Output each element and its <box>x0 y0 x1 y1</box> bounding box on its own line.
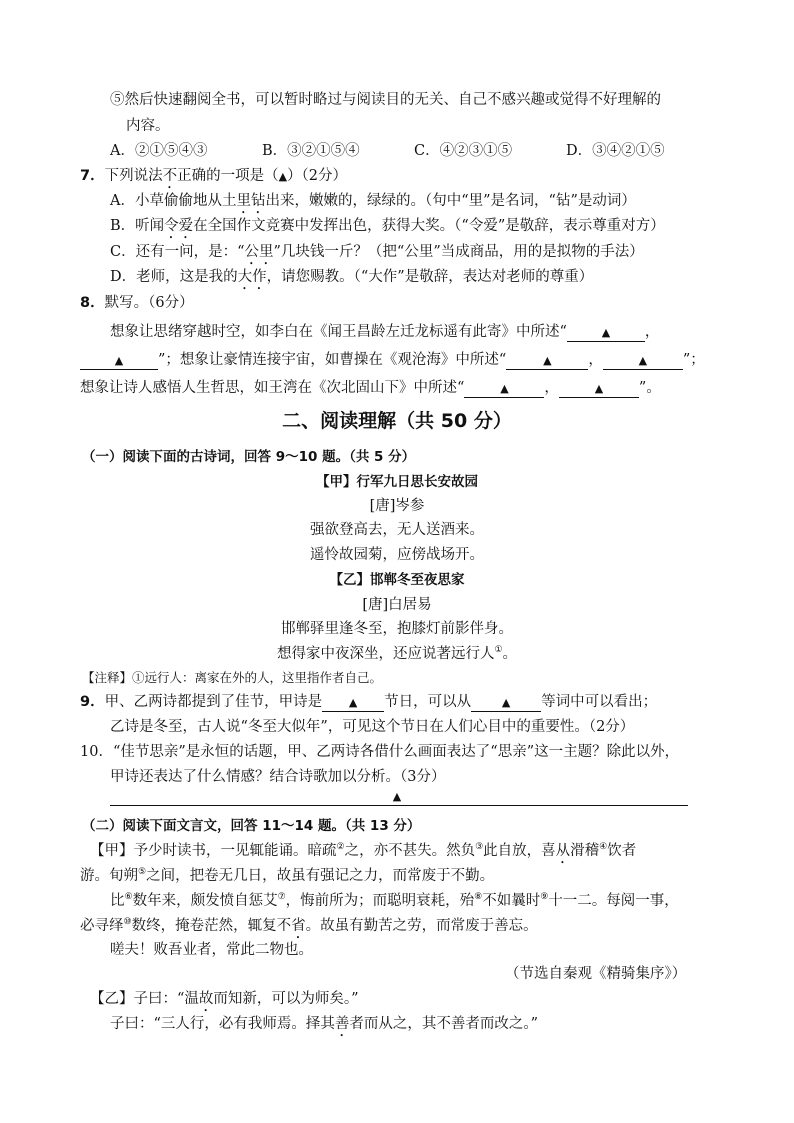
q7-option-a: A．小草偷偷地从土里钻出来，嫩嫩的，绿绿的。（句中“里”是名词，“钻”是动词） <box>110 193 636 209</box>
answer-mark: ▲ <box>392 790 402 803</box>
q10-number: 10． <box>80 744 113 760</box>
q8-line3: 想象让诗人感悟人生哲思，如王湾在《次北固山下》中所述“ ▲ ， ▲ ”。 <box>80 380 661 396</box>
fill-blank[interactable]: ▲ <box>506 353 588 370</box>
q9-line1: 9．甲、乙两诗都提到了佳节，甲诗是 ▲ 节日，可以从 ▲ 等词中可以看出； <box>80 694 658 710</box>
q8-line1: 想象让思绪穿越时空，如李白在《闻王昌龄左迁龙标遥有此寄》中所述“ ▲ ， <box>110 324 660 340</box>
q6-option-c: C．④②③①⑤ <box>414 143 513 159</box>
q9-number: 9． <box>80 694 105 710</box>
q7-option-b: B．听闻令爱在全国作文竞赛中发挥出色，获得大奖。（“令爱”是敬辞，表示尊重对方） <box>110 218 665 234</box>
q6-option-a: A．②①⑤④③ <box>110 143 208 159</box>
q7-option-d: D．老师，这是我的大作，请您赐教。（“大作”是敬辞，表达对老师的尊重） <box>110 269 594 285</box>
poem-b-title: 【乙】邯郸冬至夜思家 <box>329 572 465 588</box>
fill-blank[interactable]: ▲ <box>567 325 645 342</box>
q6-item5: ⑤然后快速翻阅全书，可以暂时略过与阅读目的无关、自己不感兴趣或觉得不好理解的 <box>110 92 661 108</box>
fill-blank[interactable]: ▲ <box>80 353 158 370</box>
fill-blank[interactable]: ▲ <box>464 381 544 398</box>
poem-b-line: 想得家中夜深坐，还应说著远行人①。 <box>276 645 518 662</box>
q10-line1: 10．“佳节思亲”是永恒的话题，甲、乙两诗各借什么画面表达了“思亲”这一主题？除此以外， <box>80 744 680 760</box>
q7-number: 7． <box>80 168 105 184</box>
prose-source: （节选自秦观《精骑集序》） <box>505 966 687 982</box>
emphasis-dot: 不 <box>162 168 178 184</box>
q8-number: 8． <box>80 295 105 311</box>
prose-jia-line4: 必寻绎⑩数终，掩卷茫然，辄复不省。故虽有勤苦之劳，而常废于善忘。 <box>80 917 538 934</box>
fill-blank[interactable]: ▲ <box>471 695 541 712</box>
q8-line2: ▲ ”；想象让豪情连接宇宙，如曹操在《观沧海》中所述“ ▲ ， ▲ ”； <box>80 352 705 370</box>
prose-jia-line2: 游。旬朔⑤之间，把卷无几日，故虽有强记之力，而常废于不勤。 <box>80 867 495 884</box>
poem-b-author: [唐]白居易 <box>362 597 432 613</box>
fill-blank[interactable]: ▲ <box>559 381 639 398</box>
poem-note: 【注释】①远行人：离家在外的人，这里指作者自己。 <box>82 670 383 685</box>
poem-a-line: 强欲登高去，无人送酒来。 <box>310 522 484 538</box>
q6-option-b: B．③②①⑤④ <box>262 143 360 159</box>
q9-line2: 乙诗是冬至，古人说“冬至大似年”，可见这个节日在人们心目中的重要性。（2分） <box>110 719 635 735</box>
poem-a-line: 遥怜故园菊，应傍战场开。 <box>310 547 484 563</box>
answer-mark: ▲ <box>278 170 288 183</box>
q6-item5-cont: 内容。 <box>126 118 170 134</box>
poem-b-line: 邯郸驿里逢冬至，抱膝灯前影伴身。 <box>281 621 513 637</box>
section-title: 二、阅读理解（共 50 分） <box>282 410 512 432</box>
poem-a-title: 【甲】行军九日思长安故园 <box>316 474 478 490</box>
fill-blank[interactable]: ▲ <box>322 695 384 712</box>
prose-yi-line1: 【乙】子曰：“温故而知新，可以为师矣。” <box>90 991 359 1007</box>
prose-jia-line3: 比⑥数年来，颇发愤自惩艾⑦，悔前所为；而聪明衰耗，殆⑧不如曩时⑨十一二。每阅一事， <box>110 892 679 909</box>
prose-jia-line5: 嗟夫！败吾业者，常此二物也。 <box>110 942 313 958</box>
answer-line[interactable] <box>110 805 688 806</box>
q7-option-c: C．还有一问，是：“公里”几块钱一斤？（把“公里”当成商品，用的是拟物的手法） <box>110 244 644 260</box>
poem-a-author: [唐]岑参 <box>369 498 425 514</box>
fill-blank[interactable]: ▲ <box>603 353 683 370</box>
part1-heading: （一）阅读下面的古诗词，回答 9～10 题。（共 5 分） <box>82 449 416 465</box>
q10-line2: 甲诗还表达了什么情感？结合诗歌加以分析。（3分） <box>110 769 446 785</box>
q6-option-d: D．③④②①⑤ <box>566 143 665 159</box>
part2-heading: （二）阅读下面文言文，回答 11～14 题。（共 13 分） <box>82 818 421 834</box>
prose-jia-line1: 【甲】予少时读书，一见辄能诵。暗疏②之，亦不甚失。然负③此自放，喜从滑稽④饮者 <box>90 842 637 859</box>
prose-yi-line2: 子曰：“三人行，必有我师焉。择其善者而从之，其不善者而改之。” <box>110 1016 539 1032</box>
q7-stem: 7．下列说法不正确的一项是（▲）（2分） <box>80 168 348 184</box>
q8-stem: 8．默写。（6分） <box>80 295 194 311</box>
